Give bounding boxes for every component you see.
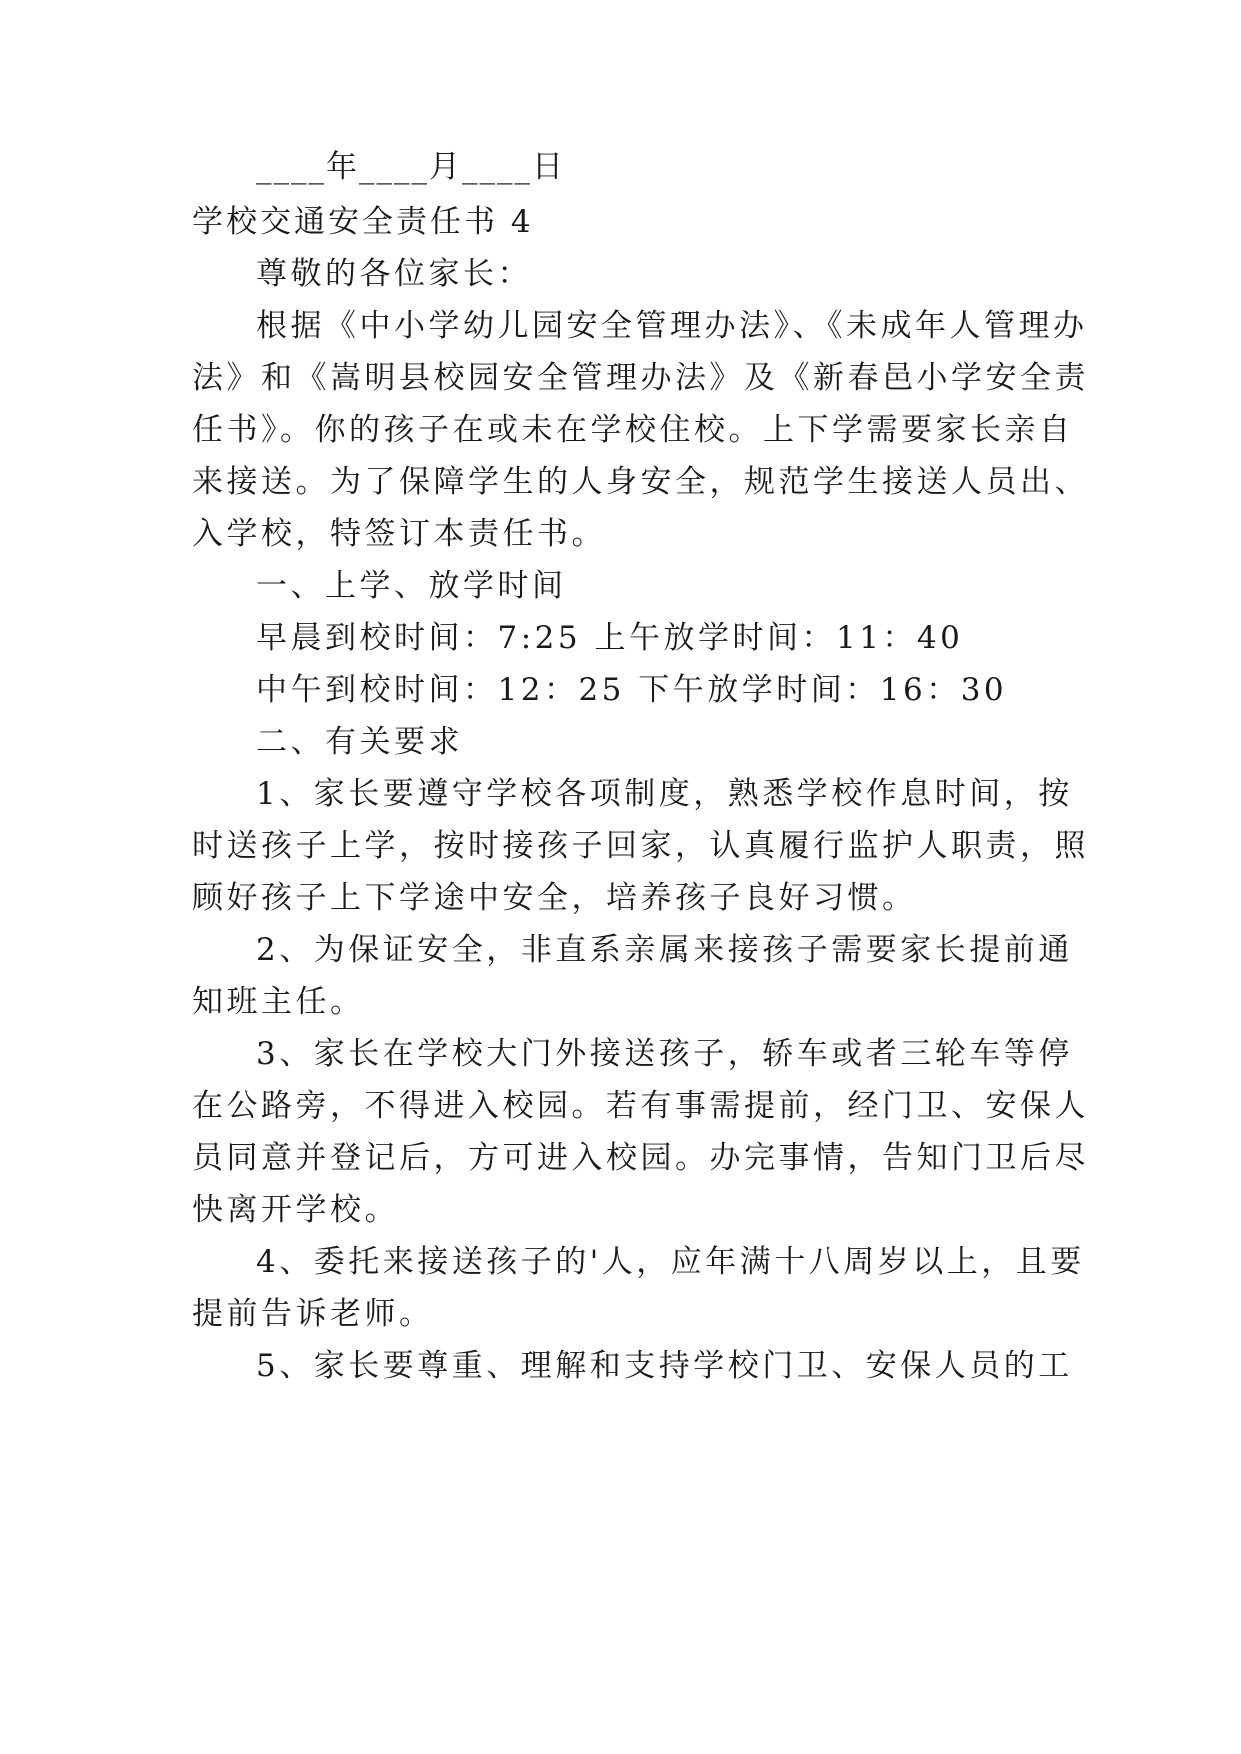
paragraph-line: 在公路旁，不得进入校园。若有事需提前，经门卫、安保人	[192, 1088, 1089, 1124]
paragraph-line: 2、为保证安全，非直系亲属来接孩子需要家长提前通	[256, 932, 1073, 968]
paragraph-line: 任书》。你的孩子在或未在学校住校。上下学需要家长亲自	[192, 412, 1074, 448]
paragraph-line: 时送孩子上学，按时接孩子回家，认真履行监护人职责，照	[192, 828, 1089, 864]
paragraph-line: 法》和《嵩明县校园安全管理办法》及《新春邑小学安全责	[192, 360, 1089, 396]
paragraph-line: 提前告诉老师。	[192, 1296, 434, 1332]
paragraph-line: 知班主任。	[192, 984, 365, 1020]
noon-schedule: 中午到校时间：12：25 下午放学时间：16：30	[256, 672, 1008, 708]
document-title: 学校交通安全责任书 4	[192, 204, 534, 240]
paragraph-line: 3、家长在学校大门外接送孩子，轿车或者三轮车等停	[256, 1036, 1073, 1072]
paragraph-line: 5、家长要尊重、理解和支持学校门卫、安保人员的工	[256, 1348, 1073, 1384]
paragraph-line: 顾好孩子上下学途中安全，培养孩子良好习惯。	[192, 880, 917, 916]
salutation: 尊敬的各位家长：	[256, 256, 532, 292]
paragraph-line: 入学校，特签订本责任书。	[192, 516, 606, 552]
paragraph-line: 根据《中小学幼儿园安全管理办法》、《未成年人管理办	[256, 308, 1088, 344]
paragraph-line: 来接送。为了保障学生的人身安全，规范学生接送人员出、	[192, 464, 1089, 500]
paragraph-line: 4、委托来接送孩子的'人，应年满十八周岁以上，且要	[256, 1244, 1085, 1280]
section-heading: 二、有关要求	[256, 724, 463, 760]
morning-schedule: 早晨到校时间：7:25 上午放学时间：11：40	[256, 620, 964, 656]
paragraph-line: 快离开学校。	[192, 1192, 399, 1228]
date-line: ____年____月____日	[256, 149, 565, 185]
paragraph-line: 1、家长要遵守学校各项制度，熟悉学校作息时间，按	[256, 776, 1073, 812]
section-heading: 一、上学、放学时间	[256, 568, 567, 604]
paragraph-line: 员同意并登记后，方可进入校园。办完事情，告知门卫后尽	[192, 1140, 1089, 1176]
